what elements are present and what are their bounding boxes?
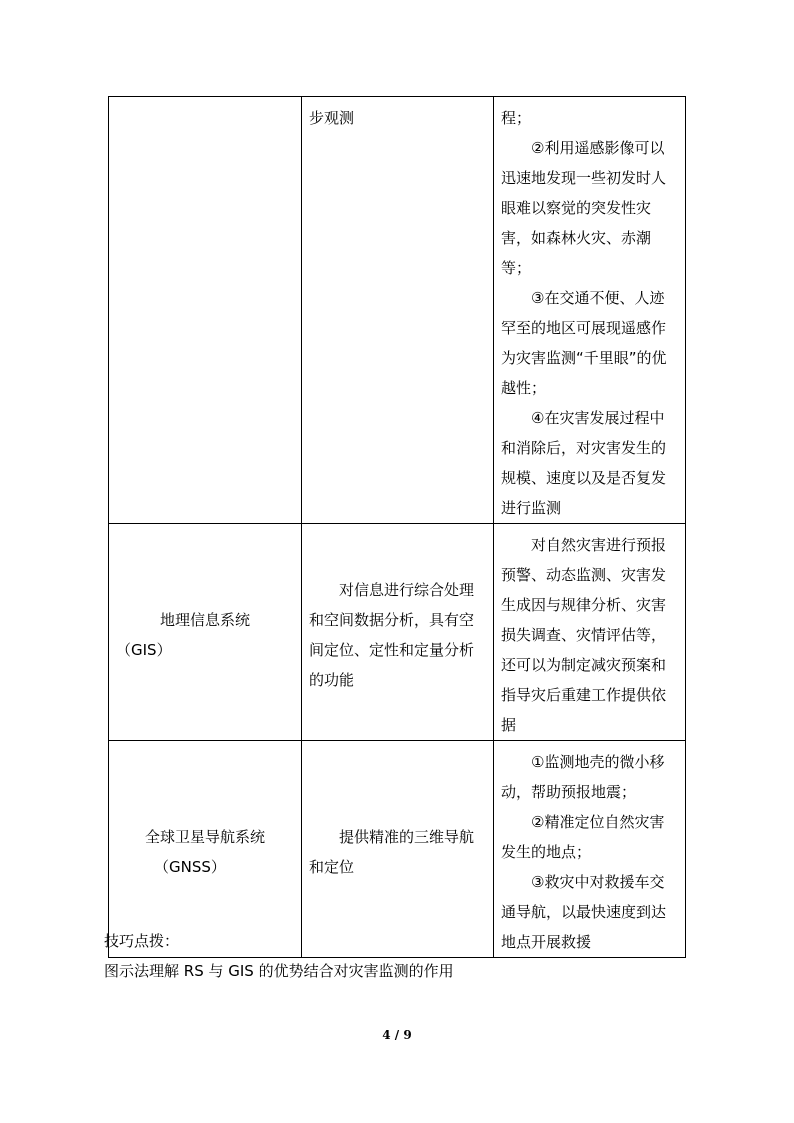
row3-name-line: 全球卫星导航系统 [144, 828, 265, 846]
row1-uses-cell [494, 97, 686, 524]
row3-uses-cell [494, 741, 686, 958]
table-row [109, 524, 686, 741]
table-row [109, 97, 686, 524]
row3-function-text: 提供精准的三维导航和定位 [309, 828, 475, 876]
row3-use-line: ③救灾中对救援车交通导航，以最快速度到达地点开展救援 [501, 873, 667, 951]
row1-function-text: 步观测 [309, 109, 355, 127]
page-number: 4 / 9 [382, 1028, 412, 1042]
row1-name-cell [109, 97, 302, 524]
row3-use-line: ①监测地壳的微小移动，帮助预报地震； [501, 753, 665, 801]
row2-function-text: 对信息进行综合处理和空间数据分析，具有空间定位、定性和定量分析的功能 [309, 581, 475, 689]
row2-name-abbr: （GIS） [116, 641, 172, 659]
row3-use-line: ②精准定位自然灾害发生的地点； [501, 813, 665, 861]
row2-use-line: 对自然灾害进行预报预警、动态监测、灾害发生成因与规律分析、灾害损失调查、灾情评估等，还可以为制定减灾预案和指导灾后重建工作提供依据 [501, 536, 667, 734]
disaster-tech-table [108, 96, 686, 958]
row2-name-line: 地理信息系统 [159, 611, 250, 629]
tip-text: 图示法理解 RS 与 GIS 的优势结合对灾害监测的作用 [104, 962, 454, 980]
row1-function-cell [302, 97, 494, 524]
row2-name-cell [109, 524, 302, 741]
row1-use-line: ②利用遥感影像可以迅速地发现一些初发时人眼难以察觉的突发性灾害，如森林火灾、赤潮等； [501, 139, 667, 277]
table-row [109, 741, 686, 958]
row3-name-cell [109, 741, 302, 958]
row3-name-abbr: （GNSS） [154, 858, 226, 876]
row3-function-cell [302, 741, 494, 958]
tip-title: 技巧点拨： [104, 932, 180, 950]
row2-uses-cell [494, 524, 686, 741]
row1-use-line: 程； [501, 109, 532, 127]
row2-function-cell [302, 524, 494, 741]
row1-use-line: ④在灾害发展过程中和消除后，对灾害发生的规模、速度以及是否复发进行监测 [501, 409, 667, 517]
row1-use-line: ③在交通不便、人迹罕至的地区可展现遥感作为灾害监测“千里眼”的优越性； [501, 289, 667, 397]
